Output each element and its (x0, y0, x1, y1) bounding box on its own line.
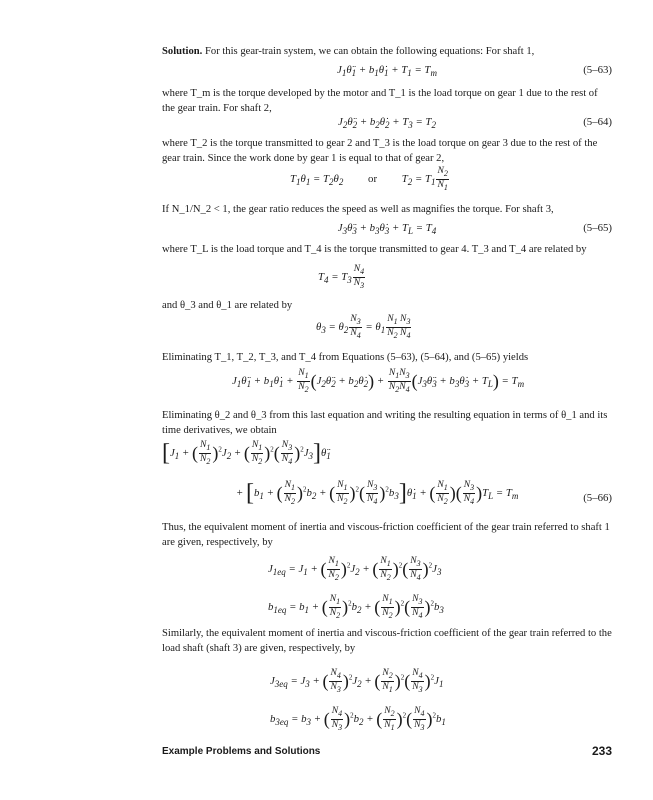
similarly-text: Similarly, the equivalent moment of inertia and viscous-friction coefficient of the gear train referred to the load shaft (shaft 3) are given, respectively, by (162, 628, 612, 654)
intro-text: For this gear-train system, we can obtain the following equations: For shaft 1, (205, 46, 535, 57)
after-63: where T_m is the torque developed by the motor and T_1 is the load torque on gear 1 due to the rest of the gear train. For shaft 2, (162, 88, 598, 114)
theta-relation-text: and θ_3 and θ_1 are related by (162, 300, 293, 311)
equation-5-66-number (162, 492, 612, 514)
after-65: where T_L is the load torque and T_4 is the torque transmitted to gear 4. T_3 and T_4 are related by (162, 244, 587, 255)
equation-5-66-line2: + [$b_1$ + ( $\frac{N_1}{N_2}$ )$^2b_2$ + ( $\frac{N_1}{N_2}$ )$^2$( $\frac{N_3}{N_4}$ )$^2b_3]\thetȧ_1$ + ( $\frac{N_1}{N_2}$ )( $\frac{N_3}{N_4}$ )$T_L = T_m$ (236, 479, 519, 506)
page-number: 233 (591, 744, 612, 758)
b3eq-equation: $b_{3eq} = b_3$ + ( $\frac{N_4}{N_3}$ )$^2b_2$ + ( $\frac{N_2}{N_1}$ )$^2$( $\frac{N_4}{N_3}$ )$^2b_1$ (270, 705, 446, 732)
solution-intro (162, 44, 612, 59)
gear-ratio-text: If N_1/N_2 < 1, the gear ratio reduces the speed as well as magnifies the torque. For shaft 3, (162, 204, 554, 215)
or-word: or (368, 172, 378, 185)
eliminating-text-2: Eliminating θ_2 and θ_3 from this last equation and writing the resulting equation in terms of θ_1 and its time derivatives, we obtain (162, 410, 608, 436)
eq-number: (5–63) (583, 64, 612, 76)
after-64: where T_2 is the torque transmitted to gear 2 and T_3 is the load torque on gear 3 due to the rest of the gear train. Since the work done by gear 1 is equal to that of gear 2, (162, 138, 598, 164)
torque-relation: $T_4 = T_3$ $\frac{N_4}{N_3}$ (318, 263, 365, 290)
combined-equation: $J_1\thetä_1$ + $b_1\thetȧ_1$ + $\frac{N_1}{N_2}$ ($J_2\thetä_2$ + $b_2\thetȧ_2$) + $\frac{N_1N_3}{N_2N_4}$ ($J_3\thetä_3$ + $b_3\thetȧ_3 + T_L) = T_m$ (232, 367, 525, 394)
eq-number: (5–65) (583, 222, 612, 234)
eliminating-text-1: Eliminating T_1, T_2, T_3, and T_4 from Equations (5–63), (5–64), and (5–65) yields (162, 352, 529, 363)
b1eq-equation: $b_{1eq} = b_1$ + ( $\frac{N_1}{N_2}$ )$^2b_2$ + ( $\frac{N_1}{N_2}$ )$^2$( $\frac{N_3}{N_4}$ )$^2b_3$ (268, 593, 444, 620)
equation-5-63: $J_1\thetä_1$ + $b_1\thetȧ_1 + T_1 = T_m$ (5–63) (337, 64, 612, 79)
theta-relation-equation: $\theta_3 = \theta_2$ $\frac{N_3}{N_4}$ = $\theta_1$ $\frac{N_1 N_3}{N_2 N_4}$ (316, 313, 411, 340)
j1eq-equation: $J_{1eq} = J_1$ + ( $\frac{N_1}{N_2}$ )$^2J_2$ + ( $\frac{N_1}{N_2}$ )$^2$( $\frac{N_3}{N_4}$ )$^2J_3$ (268, 555, 442, 582)
eq-number: (5–66) (583, 492, 612, 504)
solution-label: Solution. (162, 46, 203, 57)
j3eq-equation: $J_{3eq} = J_3$ + ( $\frac{N_4}{N_3}$ )$^2J_2$ + ( $\frac{N_2}{N_1}$ )$^2$( $\frac{N_4}{N_3}$ )$^2J_1$ (270, 667, 444, 694)
work-equation: $T_1\theta_1 = T_2\theta_2$ or $T_2 = T_1$ $\frac{N_2}{N_1}$ (290, 165, 448, 192)
equation-5-65: $J_3\thetä_3$ + $b_3\thetȧ_3 + T_L = T_4$ (5–65) (337, 222, 612, 237)
equation-5-64: $J_2\thetä_2$ + $b_2\thetȧ_2 + T_3 = T_2$ (5–64) (338, 116, 612, 131)
thus-text: Thus, the equivalent moment of inertia and viscous-friction coefficient of the gear train referred to shaft 1 are given, respectively, by (162, 522, 610, 548)
equation-5-66-line1: [$J_1$ + ( $\frac{N_1}{N_2}$ )$^2J_2$ + ( $\frac{N_1}{N_2}$ )$^2$( $\frac{N_3}{N_4}$ )$^2J_3]\thetä_1$ (162, 439, 331, 466)
section-title: Example Problems and Solutions (162, 746, 321, 757)
eq-number: (5–64) (583, 116, 612, 128)
